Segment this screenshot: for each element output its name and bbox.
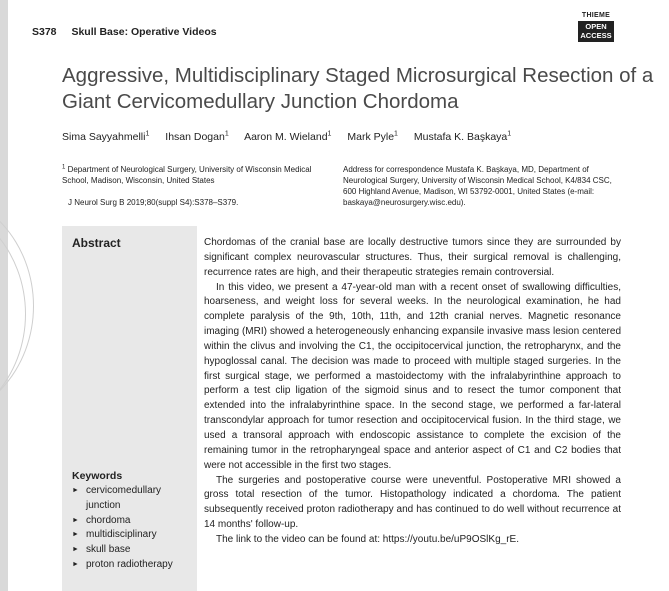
- author-affil: 1: [327, 130, 332, 138]
- abstract-heading: Abstract: [72, 236, 121, 250]
- keywords-box: [72, 470, 194, 573]
- keyword-item: ► multidisciplinary: [72, 528, 194, 543]
- keyword-item: ► proton radiotherapy: [72, 558, 194, 573]
- open-access-badge: [578, 21, 614, 42]
- keyword-item: ► skull base: [72, 543, 194, 558]
- author-name: Mustafa K. Başkaya: [413, 131, 508, 143]
- keywords-list: [72, 484, 194, 573]
- author-name: Sima Sayyahmelli: [62, 131, 146, 143]
- author: [62, 131, 149, 143]
- article-title: Aggressive, Multidisciplinary Staged Microsurgical Resection of a Giant Cervicomedullary Junction Chordoma: [62, 64, 654, 113]
- thieme-open-access-logo: [578, 12, 614, 44]
- page-number: S378: [32, 26, 57, 38]
- citation: J Neurol Surg B 2019;80(suppl S4):S378–S379.: [68, 198, 239, 207]
- affiliation: [62, 164, 320, 186]
- author-affil: 1: [145, 130, 150, 138]
- author-name: Aaron M. Wieland: [244, 131, 328, 143]
- author: [165, 131, 228, 143]
- abstract-paragraph: The surgeries and postoperative course were uneventful. Postoperative MRI showed a gross total resection of the tumor. Histopathology indicated a chordoma. The patient subsequently received proton radiotherapy and has continued to do well without recurrence at 14 months' follow-up.: [204, 474, 621, 531]
- keywords-heading: Keywords: [72, 470, 123, 482]
- author-name: Mark Pyle: [347, 131, 395, 143]
- author-affil: 1: [507, 130, 512, 138]
- logo-publisher: THIEME: [581, 12, 611, 19]
- keyword-item: ► cervicomedullary junction: [72, 484, 194, 514]
- logo-line-2: ACCESS: [580, 31, 612, 40]
- logo-line-1: OPEN: [585, 22, 607, 31]
- author: [347, 131, 398, 143]
- running-header: [32, 26, 217, 38]
- abstract-paragraph: In this video, we present a 47-year-old man with a recent onset of swallowing difficulties, hoarseness, and weight loss for several weeks. In the neurological examination, he had complete paralysis of the 9th, 10th, 11th, and 12th cranial nerves. Magnetic resonance imaging (MRI) showed a heterogeneously enhancing expansile invasive mass lesion centered within the clivus and involving the C1, the occipitocervical junction, the retropharynx, and the hypoglossal canal. The decision was made to proceed with multiple staged surgeries. In the first surgical stage, we performed a mastoidectomy with the infralabyrinthine approach to perform a test clip ligation of the sigmoid sinus and to resect the tumor component that extended into the infralabyrinthine space. In the second stage, we performed a far-lateral transcondylar approach for tumor resection and occipitocervical fusion. In the third stage, we used a transoral approach with endoscopic assistance to complete the excision of the remaining tumor in the retropharyngeal space and anterior aspect of C1 and C2 bodies that were not accessible in the first two stages.: [204, 281, 621, 471]
- author-affil: 1: [224, 130, 229, 138]
- abstract-paragraph: Chordomas of the cranial base are locally destructive tumors since they are surrounded by significant complex neurovascular structures. Thus, their surgical removal is challenging, recurrence rates are high, and their therapeutic strategies remain controversial.: [204, 237, 621, 278]
- abstract-body: [204, 236, 621, 548]
- affiliation-number: 1: [62, 164, 66, 171]
- author-list: [62, 131, 524, 143]
- journal-section: Skull Base: Operative Videos: [71, 26, 217, 38]
- author: [414, 131, 511, 143]
- correspondence-address: Address for correspondence Mustafa K. Başkaya, MD, Department of Neurological Surgery, University of Wisconsin Medical School, K4/834 CSC, 600 Highland Avenue, Madison, WI 53792-0001, United States (e-mail: baskaya@neurosurgery.wisc.edu).: [343, 165, 612, 207]
- author-name: Ihsan Dogan: [165, 131, 225, 143]
- affiliation-text: Department of Neurological Surgery, University of Wisconsin Medical School, Madison, Wisconsin, United States: [62, 165, 312, 185]
- keyword-item: ► chordoma: [72, 514, 194, 529]
- author: [244, 131, 331, 143]
- abstract-paragraph: The link to the video can be found at: https://youtu.be/uP9OSlKg_rE.: [216, 533, 519, 545]
- author-affil: 1: [394, 130, 398, 138]
